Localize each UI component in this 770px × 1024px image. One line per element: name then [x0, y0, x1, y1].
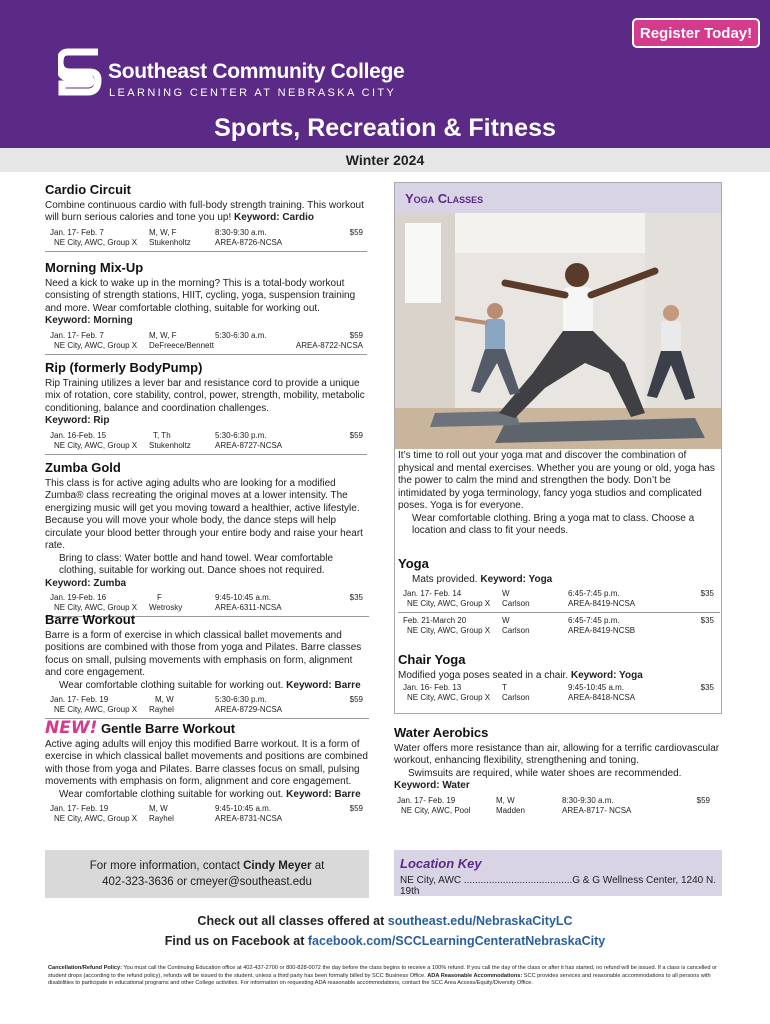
- header-banner: [0, 0, 770, 148]
- classes-link[interactable]: southeast.edu/NebraskaCityLC: [387, 914, 573, 928]
- new-badge: NEW!: [45, 718, 98, 738]
- footer-facebook-line: Find us on Facebook at facebook.com/SCCLearningCenteratNebraskaCity: [164, 934, 606, 948]
- course-description: Combine continuous cardio with full-body strength training. This workout will burn serious calories and tone you up! Keyword: Cardio: [45, 199, 364, 223]
- course-title: Water Aerobics: [394, 725, 489, 740]
- course-barre-workout: [45, 614, 369, 719]
- yoga-class-photo: [395, 213, 721, 449]
- course-description: Rip Training utilizes a lever bar and resistance cord to provide a unique mix of rotation, core stability, control, power, strength, mobility, metabolic conditioning, balance and coordination challenges.: [45, 377, 365, 414]
- course-title: Zumba Gold: [45, 460, 121, 475]
- course-title: Morning Mix-Up: [45, 260, 144, 275]
- contact-info-box: [45, 850, 369, 898]
- course-schedule: Jan. 17- Feb. 19 NE City, AWC, Group X M, W Rayhel 5:30-6:30 p.m. AREA-8729-NCSA $59: [45, 695, 369, 719]
- course-note: Swimsuits are required, while water shoes are recommended.: [408, 767, 682, 779]
- course-description: Barre is a form of exercise in which classical ballet movements and positions are combined with those from yoga and Pilates. Barre classes focus on small, pulsing movements with emphasis on form, alignment and core engagement.: [45, 629, 362, 678]
- course-description: This class is for active aging adults who are looking for a modified Zumba® class recreating the original moves at a lower intensity. The energizing music will get you moving toward a healthier, active lifestyle. Because you will move your whole body, the dance steps will help circulate your blood better through your entire body and raise your heart rate.: [45, 477, 363, 551]
- course-description: Active aging adults will enjoy this modified Barre workout. It is a form of exercise in which classical ballet movements and positions are combined with those from yoga and Pilates. Barre classes focus on small, pulsing movements with emphasis on form, alignment and core engagement.: [45, 738, 368, 787]
- course-chair-yoga: [398, 654, 720, 707]
- course-schedule: Jan. 17- Feb. 14 NE City, AWC, Group X W Carlson 6:45-7:45 p.m. AREA-8419-NCSA $35: [398, 589, 720, 613]
- location-key-title: Location Key: [400, 856, 482, 871]
- course-keyword: Keyword: Zumba: [45, 577, 127, 589]
- course-yoga: [398, 558, 720, 640]
- location-key-box: [394, 850, 722, 896]
- course-title: Rip (formerly BodyPump): [45, 360, 203, 375]
- course-rip: [45, 362, 367, 455]
- course-morning-mixup: [45, 262, 367, 355]
- contact-line: For more information, contact Cindy Meyer at: [89, 860, 325, 872]
- course-title: Cardio Circuit: [45, 182, 131, 197]
- course-schedule: Jan. 17- Feb. 19 NE City, AWC, Group X M, W Rayhel 9:45-10:45 a.m. AREA-8731-NCSA $59: [50, 804, 363, 823]
- yoga-classes-heading: Yoga Classes: [395, 183, 721, 213]
- course-zumba-gold: [45, 462, 369, 617]
- footer-classes-line: Check out all classes offered at southeast.edu/NebraskaCityLC: [197, 914, 573, 928]
- course-title: NEW! Gentle Barre Workout: [45, 718, 236, 738]
- location-key-text: NE City, AWC .......................................G & G Wellness Center, 1240 N. 19th: [400, 875, 717, 897]
- course-schedule: Jan. 17- Feb. 7 NE City, AWC, Group X M, W, F Stukenholtz 8:30-9:30 a.m. AREA-8726-NCSA $59: [45, 228, 367, 252]
- course-description: Modified yoga poses seated in a chair. Keyword: Yoga: [398, 669, 643, 681]
- facebook-link[interactable]: facebook.com/SCCLearningCenteratNebraskaCity: [307, 934, 606, 948]
- contact-phone-email[interactable]: 402-323-3636 or cmeyer@southeast.edu: [102, 876, 312, 888]
- register-button[interactable]: Register Today!: [632, 18, 760, 48]
- college-subtitle: LEARNING CENTER AT NEBRASKA CITY: [109, 87, 397, 99]
- course-schedule: Jan. 16-Feb. 15 NE City, AWC, Group X T, Th Stukenholtz 5:30-6:30 p.m. AREA-8727-NCSA $59: [45, 431, 367, 455]
- course-keyword: Keyword: Rip: [45, 415, 110, 426]
- course-note: Wear comfortable clothing suitable for working out. Keyword: Barre: [59, 679, 361, 691]
- course-description: Need a kick to wake up in the morning? This is a total-body workout consisting of strength stations, HIIT, cycling, yoga, suspension training and more. Wear comfortable clothing, suitable for working out.: [45, 277, 356, 314]
- yoga-intro: [398, 450, 720, 538]
- course-description: Mats provided. Keyword: Yoga: [412, 573, 553, 585]
- course-schedule: Jan. 19-Feb. 16 NE City, AWC, Group X F Wetrosky 9:45-10:45 a.m. AREA-6311-NCSA $35: [45, 593, 369, 617]
- course-title: Chair Yoga: [398, 652, 466, 667]
- college-logo-icon: [58, 48, 102, 96]
- fine-print: Cancellation/Refund Policy: You must call the Continuing Education office at 402-437-2700 or 800-828-0072 the day before the class begins to receive a 100% refund. If you call the day of the class or after it has started, no refund will be issued. If a class is cancelled or student drops (according to the refund policy), refunds will be issued to the student, unless a third party has been formally billed by SCC Business Office. ADA Reasonable Accommodations: SCC provides services and reasonable accommodations to all persons with disabilities to participate in educational programs and other College activities. For information on requesting ADA reasonable accommodations, contact the SCC Area Access/Equity/Diversity Office.: [48, 965, 718, 986]
- course-water-aerobics: [394, 727, 720, 820]
- course-note: Bring to class: Water bottle and hand towel. Wear comfortable clothing, suitable for working out. Dance shoes not required.: [59, 552, 334, 576]
- course-keyword: Keyword: Water: [394, 780, 470, 791]
- course-description: Water offers more resistance than air, allowing for a terrific cardiovascular workout, enhancing flexibility, strengthening and toning.: [394, 742, 720, 766]
- course-schedule: Jan. 16- Feb. 13 NE City, AWC, Group X T Carlson 9:45-10:45 a.m. AREA-8418-NCSA $35: [403, 683, 714, 702]
- course-note: Wear comfortable clothing suitable for working out. Keyword: Barre: [59, 788, 361, 800]
- course-title: Yoga: [398, 556, 429, 571]
- course-schedule: Feb. 21-March 20 NE City, AWC, Group X W Carlson 6:45-7:45 p.m. AREA-8419-NCSB $35: [403, 616, 714, 635]
- course-keyword: Keyword: Morning: [45, 315, 133, 326]
- page-title: Sports, Recreation & Fitness: [214, 114, 556, 142]
- course-schedule: Jan. 17- Feb. 7 NE City, AWC, Group X M, W, F DeFreece/Bennett 5:30-6:30 a.m. AREA-8722-NCSA $59: [45, 331, 367, 355]
- yoga-intro-text: It’s time to roll out your yoga mat and discover the combination of physical and mental exercises. Whether you are young or old, yoga has the power to calm the mind and strengthen the body. Don’t be intimidated by yoga terminology, fancy yoga studios and complicated poses. Yoga is for everyone.: [398, 450, 715, 511]
- college-name: Southeast Community College: [108, 60, 405, 83]
- yoga-intro-note: Wear comfortable clothing. Bring a yoga mat to class. Choose a location and class to fit your needs.: [412, 512, 695, 536]
- course-cardio-circuit: [45, 184, 367, 252]
- course-title: Barre Workout: [45, 612, 136, 627]
- course-gentle-barre: [45, 718, 369, 828]
- season-bar: Winter 2024: [0, 148, 770, 172]
- course-schedule: Jan. 17- Feb. 19 NE City, AWC, Pool M, W Madden 8:30-9:30 a.m. AREA-8717- NCSA $59: [397, 795, 710, 815]
